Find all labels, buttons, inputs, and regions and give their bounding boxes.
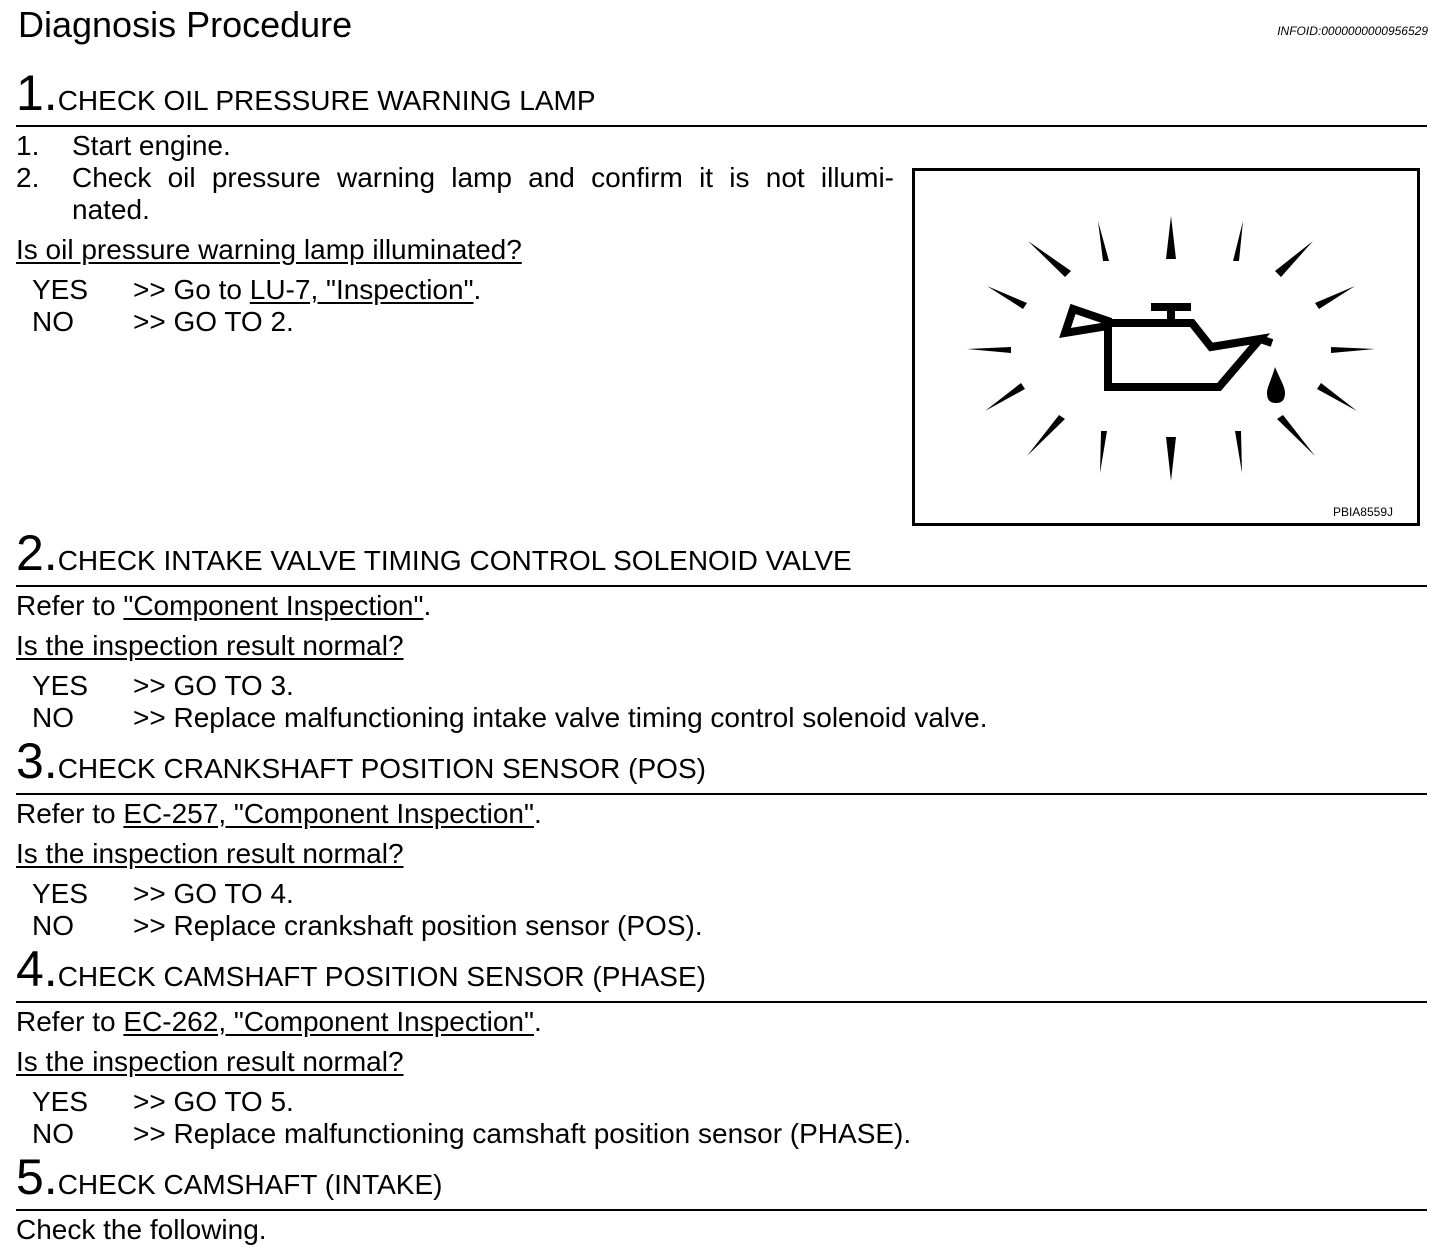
answer-no-label: NO (32, 306, 74, 337)
step-1-heading (16, 65, 596, 121)
answer-no: >> GO TO 2. (133, 306, 294, 337)
step-title: CHECK OIL PRESSURE WARNING LAMP (57, 85, 596, 116)
lu7-inspection-link[interactable]: LU-7, "Inspection" (249, 274, 474, 305)
refer-line (16, 590, 431, 622)
step-number: 1. (16, 65, 58, 121)
refer-text: Refer to (16, 798, 124, 829)
instruction-text: Check oil pressure warning lamp and confirm it is not illumi- (72, 162, 894, 193)
answer-yes-label: YES (32, 670, 89, 701)
answer-no: >> Replace crankshaft position sensor (POS). (133, 910, 703, 941)
component-inspection-link[interactable]: "Component Inspection" (123, 590, 424, 621)
step-title: CHECK CRANKSHAFT POSITION SENSOR (POS) (57, 753, 706, 784)
refer-line (16, 1006, 542, 1038)
question: Is the inspection result normal? (16, 630, 404, 661)
figure-oil-warning-lamp (912, 168, 1420, 526)
answer-yes-label: YES (32, 1086, 89, 1117)
step-number: 2. (16, 525, 58, 581)
divider (16, 1001, 1427, 1003)
answer-no-label: NO (32, 910, 74, 941)
step-title: CHECK CAMSHAFT (INTAKE) (57, 1169, 443, 1200)
step-title: CHECK CAMSHAFT POSITION SENSOR (PHASE) (57, 961, 706, 992)
instruction-marker: 2. (16, 162, 40, 193)
refer-suffix: . (533, 798, 542, 829)
step-number: 3. (16, 733, 58, 789)
figure-code: PBIA8559J (1332, 505, 1393, 519)
answer-yes-label: YES (32, 274, 89, 305)
step-number: 5. (16, 1149, 58, 1205)
answer-yes (133, 274, 481, 306)
refer-suffix: . (533, 1006, 542, 1037)
divider (16, 125, 1427, 127)
step-title: CHECK INTAKE VALVE TIMING CONTROL SOLENOID VALVE (57, 545, 852, 576)
step-3-heading (16, 733, 706, 789)
info-id: INFOID:0000000000956529 (1277, 24, 1428, 38)
question: Is the inspection result normal? (16, 838, 404, 869)
answer-suffix: . (473, 274, 482, 305)
answer-no: >> Replace malfunctioning camshaft position sensor (PHASE). (133, 1118, 912, 1149)
answer-no-label: NO (32, 1118, 74, 1149)
answer-text: >> Go to (133, 274, 250, 305)
answer-yes: >> GO TO 4. (133, 878, 294, 909)
ec-257-inspection-link[interactable]: EC-257, "Component Inspection" (123, 798, 534, 829)
instruction-marker: 1. (16, 130, 40, 161)
instruction-text-continued: nated. (72, 194, 150, 225)
step-4-heading (16, 941, 706, 997)
answer-yes-label: YES (32, 878, 89, 909)
divider (16, 793, 1427, 795)
question: Is oil pressure warning lamp illuminated? (16, 234, 522, 265)
step-5-heading (16, 1149, 443, 1205)
answer-no-label: NO (32, 702, 74, 733)
refer-line (16, 798, 542, 830)
instruction-text: Start engine. (72, 130, 231, 161)
question: Is the inspection result normal? (16, 1046, 404, 1077)
ec-262-inspection-link[interactable]: EC-262, "Component Inspection" (123, 1006, 534, 1037)
answer-no: >> Replace malfunctioning intake valve timing control solenoid valve. (133, 702, 988, 733)
refer-text: Refer to (16, 590, 124, 621)
divider (16, 1209, 1427, 1211)
step-2-heading (16, 525, 852, 581)
step-number: 4. (16, 941, 58, 997)
oil-pressure-warning-lamp-icon (915, 171, 1417, 523)
answer-yes: >> GO TO 5. (133, 1086, 294, 1117)
answer-yes: >> GO TO 3. (133, 670, 294, 701)
divider (16, 585, 1427, 587)
body-text: Check the following. (16, 1214, 267, 1245)
refer-text: Refer to (16, 1006, 124, 1037)
refer-suffix: . (423, 590, 432, 621)
page-title: Diagnosis Procedure (18, 4, 353, 45)
